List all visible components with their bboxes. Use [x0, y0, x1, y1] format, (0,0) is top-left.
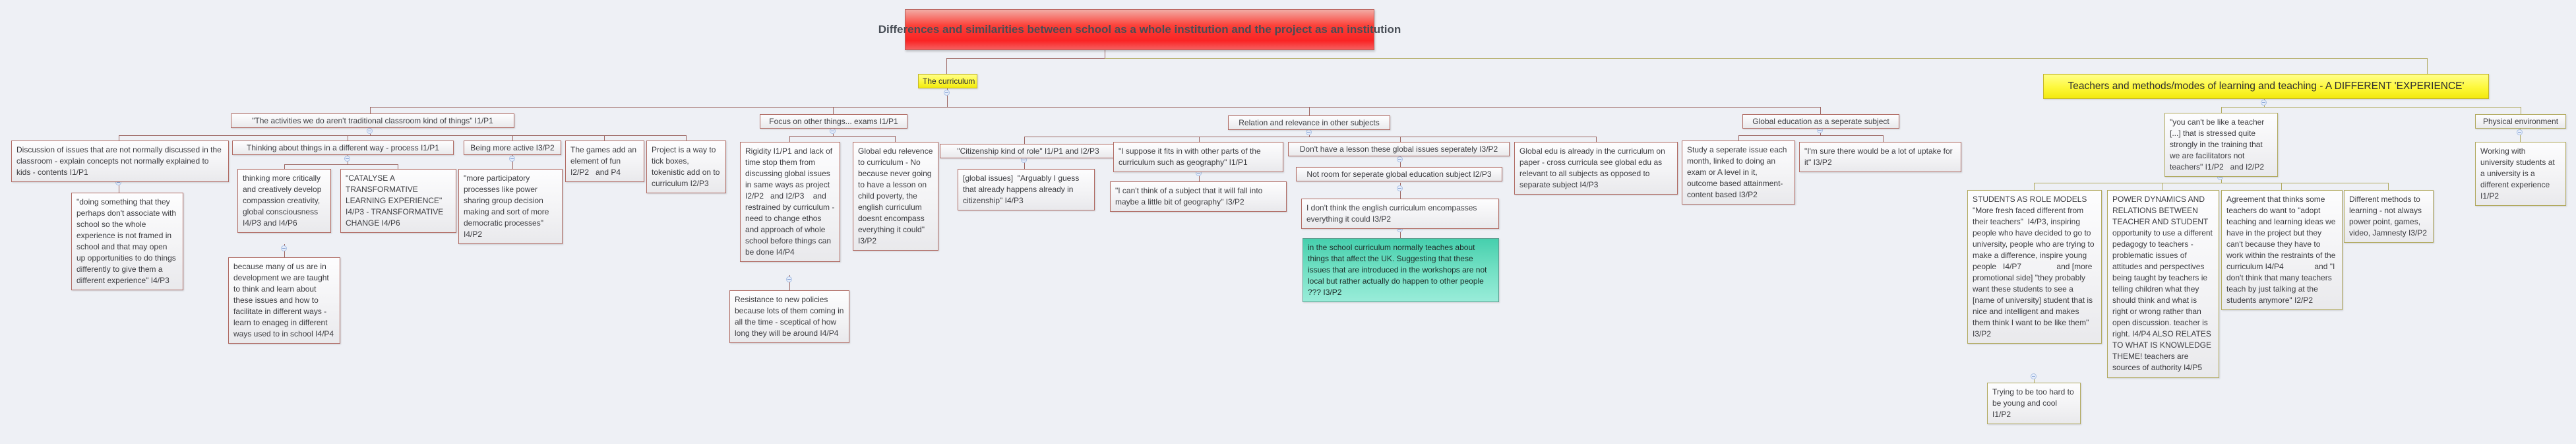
- connector-line: [789, 136, 895, 137]
- connector-line: [1738, 135, 1739, 141]
- connector-line: [895, 136, 896, 142]
- node-games-add-fun[interactable]: The games add an element of fun I2/P2 and P4: [565, 141, 644, 182]
- connector-line: [370, 107, 371, 113]
- connector-line: [1024, 137, 1025, 144]
- connector-line: [2034, 183, 2035, 190]
- connector-line: [1309, 107, 1310, 115]
- node-relation-other-subjects[interactable]: Relation and relevance in other subjects: [1228, 115, 1390, 130]
- node-uk-curriculum-highlight[interactable]: in the school curriculum normally teaches about things that affect the UK. Suggesting that these issues that are introduced in the workshops are not local but rather actually do happen to other people ??? I3/P2: [1303, 238, 1499, 302]
- connector-line: [2162, 183, 2163, 190]
- node-more-participatory[interactable]: "more participatory processes like power sharing group decision making and sort of more democratic processes" I4/P2: [458, 169, 563, 244]
- collapse-toggle-icon[interactable]: [2517, 129, 2523, 135]
- node-project-tick-boxes[interactable]: Project is a way to tick boxes, tokenistic add on to curriculum I2/P3: [646, 141, 726, 193]
- connector-line: [1199, 137, 1200, 142]
- node-fits-with-geography[interactable]: "I suppose it fits in with other parts of the curriculum such as geography" I1/P1: [1113, 142, 1283, 172]
- collapse-toggle-icon[interactable]: [1397, 156, 1403, 162]
- connector-line: [1596, 137, 1597, 142]
- node-dont-have-lesson-seperately[interactable]: Don't have a lesson these global issues seperately I3/P2: [1288, 142, 1510, 156]
- node-arguably-citizenship[interactable]: [global issues] "Arguably I guess that already happens already in citizenship" I4/P3: [958, 169, 1095, 210]
- node-physical-environment[interactable]: Physical environment: [2475, 114, 2566, 129]
- node-global-edu-relevence[interactable]: Global edu relevence to curriculum - No because never going to have a lesson on child poverty, the english curriculum doesnt encompass everything it could" I3/P2: [853, 142, 938, 251]
- connector-line: [284, 164, 285, 169]
- node-doing-something-quote[interactable]: "doing something that they perhaps don't associate with school so the whole experience is not framed in school and that may open up opportunities to do things differently to give them a different experience" I4/P3: [71, 193, 183, 290]
- node-agreement-restraints[interactable]: Agreement that thinks some teachers do want to "adopt teaching and learning ideas we have in the project but they can't because they have to work within the restraints of the curriculum I4/P4 and "I don't think that many teachers teach by just talking at the students anymore" I2/P2: [2221, 190, 2343, 310]
- node-working-with-university-students[interactable]: Working with university students at a university is a different experience I1/P2: [2475, 142, 2566, 206]
- connector-line: [686, 135, 687, 141]
- node-activities-not-traditional[interactable]: "The activities we do aren't traditional classroom kind of things" I1/P1: [231, 113, 514, 128]
- node-not-room-seperate-subject[interactable]: Not room for seperate global education subject I2/P3: [1296, 167, 1502, 181]
- node-study-seperate-issue[interactable]: Study a seperate issue each month, linked to doing an exam or A level in it, outcome based attainment-content based I3/P2: [1682, 141, 1795, 205]
- node-students-as-role-models[interactable]: STUDENTS AS ROLE MODELS "More fresh faced different from their teachers" I4/P3, inspiring people who have decided to go to university, people who are trying to make a difference, inspire young people I4/P7 and [more promotional side] "they probably want these students to see a [name of university] student that is nice and intelligent and makes them think I want to be like them" I3/P2: [1967, 190, 2102, 344]
- node-discussion-of-issues[interactable]: Discussion of issues that are not normally discussed in the classroom - explain concepts not normally explained to kids - contents I1/P1: [11, 141, 229, 182]
- node-resistance-to-policies[interactable]: Resistance to new policies because lots of them coming in all the time - sceptical of how long they will be around I4/P4: [729, 290, 849, 343]
- collapse-toggle-icon[interactable]: [344, 156, 350, 162]
- node-power-dynamics[interactable]: POWER DYNAMICS AND RELATIONS BETWEEN TEACHER AND STUDENT opportunity to use a different pedagogy to teachers - problematic issues of attitudes and perspectives being taught by teachers ie telling children what they should think and what is right or wrong rather than open discussion. teacher is right. I4/P4 ALSO RELATES TO WHAT IS KNOWLEDGE THEME! teachers are sources of authority I4/P5: [2107, 190, 2219, 378]
- collapse-toggle-icon[interactable]: [2261, 100, 2267, 106]
- node-the-curriculum[interactable]: The curriculum: [918, 74, 977, 88]
- connector-line: [2388, 183, 2389, 190]
- node-different-methods[interactable]: Different methods to learning - not always power point, games, video, Jamnesty I3/P2: [2344, 190, 2434, 243]
- collapse-toggle-icon[interactable]: [1397, 185, 1403, 191]
- node-citizenship-role[interactable]: "Citizenship kind of role" I1/P1 and I2/P3: [940, 144, 1117, 158]
- connector-line: [789, 136, 790, 142]
- node-cant-think-of-subject[interactable]: "I can't think of a subject that it will fall into maybe a little bit of geography" I3/P2: [1110, 181, 1287, 212]
- connector-line: [119, 135, 686, 136]
- connector-line: [1105, 58, 2428, 59]
- node-thinking-more-critically[interactable]: thinking more critically and creatively develop compassion creativity, global consciousness I4/P3 and I4/P6: [237, 169, 331, 233]
- node-focus-on-exams[interactable]: Focus on other things... exams I1/P1: [760, 114, 907, 129]
- collapse-toggle-icon[interactable]: [2031, 373, 2037, 379]
- node-teachers-methods[interactable]: Teachers and methods/modes of learning and teaching - A DIFFERENT 'EXPERIENCE': [2043, 74, 2489, 99]
- collapse-toggle-icon[interactable]: [509, 156, 515, 162]
- collapse-toggle-icon[interactable]: [944, 90, 950, 96]
- connector-line: [1820, 107, 1821, 114]
- node-because-many-in-development[interactable]: because many of us are in development we are taught to think and learn about these issues and how to facilitate in different ways - learn to enageg in different ways used to in school I4/P4: [228, 257, 340, 344]
- node-global-edu-already-cross-curricula[interactable]: Global edu is already in the curriculum on paper - cross curricula see global edu as relevant to all subjects as opposed to separate subject I4/P3: [1514, 142, 1678, 195]
- connector-line: [1400, 137, 1401, 142]
- connector-line: [2427, 58, 2428, 74]
- connector-line: [1883, 135, 1884, 142]
- node-cant-be-like-teacher[interactable]: "you can't be like a teacher [...] that is stressed quite strongly in the training that we are facilitators not teachers" I1/P2 and I2/P2: [2164, 113, 2278, 177]
- collapse-toggle-icon[interactable]: [786, 276, 792, 282]
- node-catalyse-transformative[interactable]: "CATALYSE A TRANSFORMATIVE LEARNING EXPERIENCE" I4/P3 - TRANSFORMATIVE CHANGE I4/P6: [340, 169, 456, 233]
- connector-line: [284, 164, 398, 165]
- connector-line: [946, 58, 947, 74]
- node-lot-of-uptake[interactable]: "I'm sure there would be a lot of uptake for it" I3/P2: [1799, 142, 1961, 172]
- node-english-curriculum-encompasses[interactable]: I don't think the english curriculum encompasses everything it could I3/P2: [1301, 199, 1499, 229]
- node-being-more-active[interactable]: Being more active I3/P2: [464, 141, 561, 155]
- map-title[interactable]: Differences and similarities between school as a whole institution and the project as an institution: [905, 9, 1374, 50]
- connector-line: [1738, 135, 1883, 136]
- node-global-education-seperate-subject[interactable]: Global education as a seperate subject: [1742, 114, 1899, 129]
- connector-line: [2281, 183, 2282, 190]
- connector-line: [512, 135, 513, 141]
- collapse-toggle-icon[interactable]: [367, 128, 373, 134]
- node-trying-too-hard[interactable]: Trying to be too hard to be young and cool I1/P2: [1987, 383, 2081, 424]
- connector-line: [604, 135, 605, 141]
- node-rigidity-lack-of-time[interactable]: Rigidity I1/P1 and lack of time stop them from discussing global issues in same ways as project I2/P2 and I2/P3 and restrained by curriculum - need to change ethos and approach of whole school before things can be done I4/P4: [740, 142, 840, 262]
- connector-line: [370, 107, 1821, 108]
- node-thinking-different-way[interactable]: Thinking about things in a different way - process I1/P1: [232, 141, 454, 155]
- connector-line: [833, 107, 834, 114]
- connector-line: [2221, 107, 2222, 113]
- collapse-toggle-icon[interactable]: [281, 245, 287, 251]
- connector-line: [946, 58, 1105, 59]
- connector-line: [2221, 107, 2521, 108]
